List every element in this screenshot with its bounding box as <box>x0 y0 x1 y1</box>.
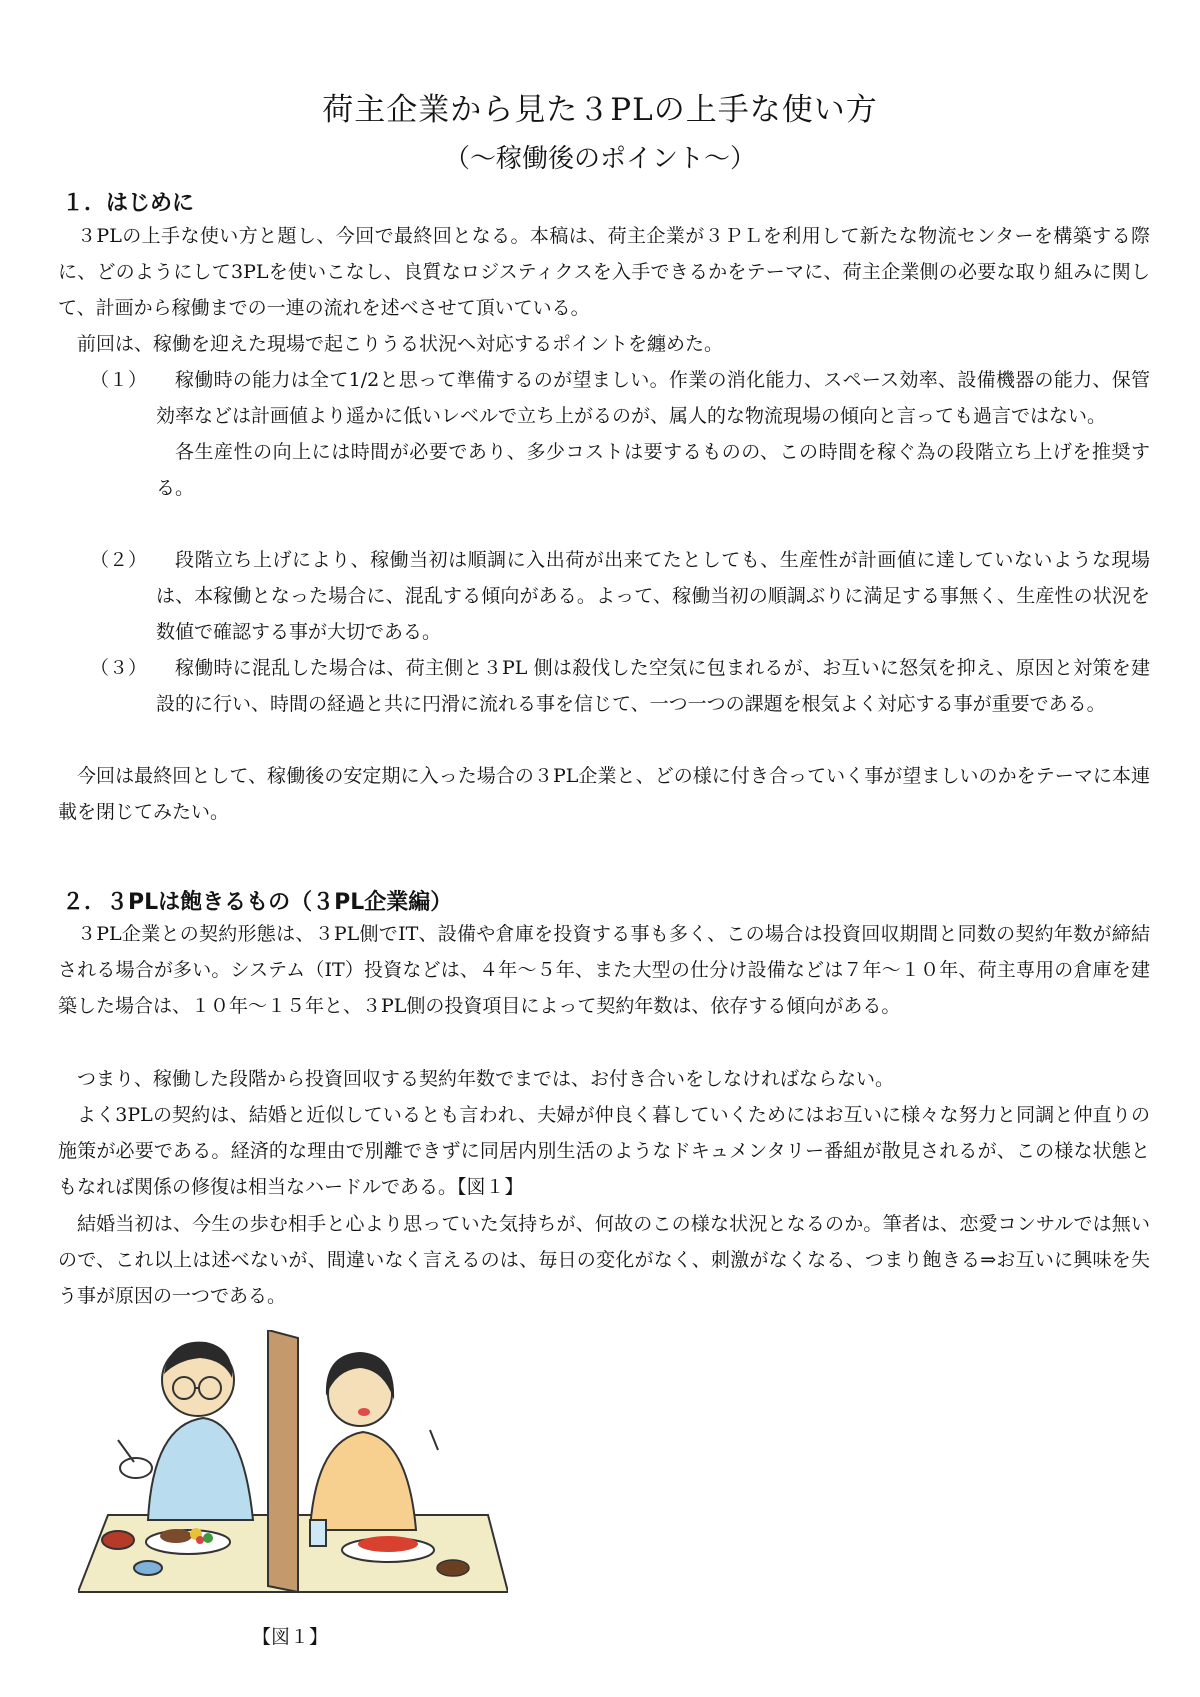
section-1-paragraph-2: 前回は、稼働を迎えた現場で起こりうる状況へ対応するポイントを纏めた。 <box>77 333 724 355</box>
section-1-paragraph-3: 今回は最終回として、稼働後の安定期に入った場合の３PL企業と、どの様に付き合っていく事が望ましいのかをテーマに本連載を閉じてみたい。 <box>58 765 1150 823</box>
list-item-number: （３） <box>90 657 148 679</box>
list-item-3 <box>90 650 1150 722</box>
section-2-heading: ２．３PLは飽きるもの（３PL企業編） <box>62 890 453 915</box>
section-1-heading: １．はじめに <box>62 191 195 216</box>
list-item-text: 稼働時の能力は全て1/2と思って準備するのが望ましい。作業の消化能力、スペース効率、設備機器の能力、保管効率などは計画値より遥かに低いレベルで立ち上がるのが、属人的な物流現場の傾向と言っても過言ではない。 <box>156 369 1150 427</box>
section-2-paragraph-2: つまり、稼働した段階から投資回収する契約年数でまでは、お付き合いをしなければならない。 <box>77 1068 895 1090</box>
list-item-text: 各生産性の向上には時間が必要であり、多少コストは要するものの、この時間を稼ぐ為の段階立ち上げを推奨する。 <box>156 441 1150 499</box>
list-item-text: 段階立ち上げにより、稼働当初は順調に入出荷が出来てたとしても、生産性が計画値に達していないような現場は、本稼働となった場合に、混乱する傾向がある。よって、稼働当初の順調ぶりに満足する事無く、生産性の状況を数値で確認する事が大切である。 <box>156 549 1150 643</box>
section-1-paragraph-1: ３PLの上手な使い方と題し、今回で最終回となる。本稿は、荷主企業が３ＰＬを利用して新たな物流センターを構築する際に、どのようにして3PLを使いこなし、良質なロジスティクスを入手できるかをテーマに、荷主企業側の必要な取り組みに関して、計画から稼働までの一連の流れを述べさせて頂いている。 <box>58 225 1150 319</box>
section-2-paragraph-4: 結婚当初は、今生の歩む相手と心より思っていた気持ちが、何故のこの様な状況となるのか。筆者は、恋愛コンサルでは無いので、これ以上は述べないが、間違いなく言えるのは、毎日の変化がなく、刺激がなくなる、つまり飽きる⇒お互いに興味を失う事が原因の一つである。 <box>58 1213 1150 1307</box>
list-item-number: （２） <box>90 549 148 571</box>
list-item-1 <box>90 362 1150 506</box>
list-item-number: （１） <box>90 369 148 391</box>
document-title: 荷主企業から見た３PLの上手な使い方 <box>322 92 878 128</box>
section-2-paragraph-3: よく3PLの契約は、結婚と近似しているとも言われ、夫婦が仲良く暮していくためにはお互いに様々な努力と同調と仲直りの施策が必要である。経済的な理由で別離できずに同居内別生活のようなドキュメンタリー番組が散見されるが、この様な状態ともなれば関係の修復は相当なハードルである。【図１】 <box>58 1104 1150 1198</box>
list-item-2 <box>90 542 1150 650</box>
list-item-text: 稼働時に混乱した場合は、荷主側と３PL 側は殺伐した空気に包まれるが、お互いに怒気を抑え、原因と対策を建設的に行い、時間の経過と共に円滑に流れる事を信じて、一つ一つの課題を根気よく対応する事が重要である。 <box>156 657 1150 715</box>
couple-dining-illustration <box>78 1330 508 1606</box>
figure-caption: 【図１】 <box>252 1626 329 1648</box>
document-subtitle: （〜稼働後のポイント〜） <box>443 144 756 174</box>
section-2-paragraph-1: ３PL企業との契約形態は、３PL側でIT、設備や倉庫を投資する事も多く、この場合は投資回収期間と同数の契約年数が締結される場合が多い。システム（IT）投資などは、４年〜５年、また大型の仕分け設備などは７年〜１０年、荷主専用の倉庫を建築した場合は、１０年〜１５年と、３PL側の投資項目によって契約年数は、依存する傾向がある。 <box>58 923 1150 1017</box>
